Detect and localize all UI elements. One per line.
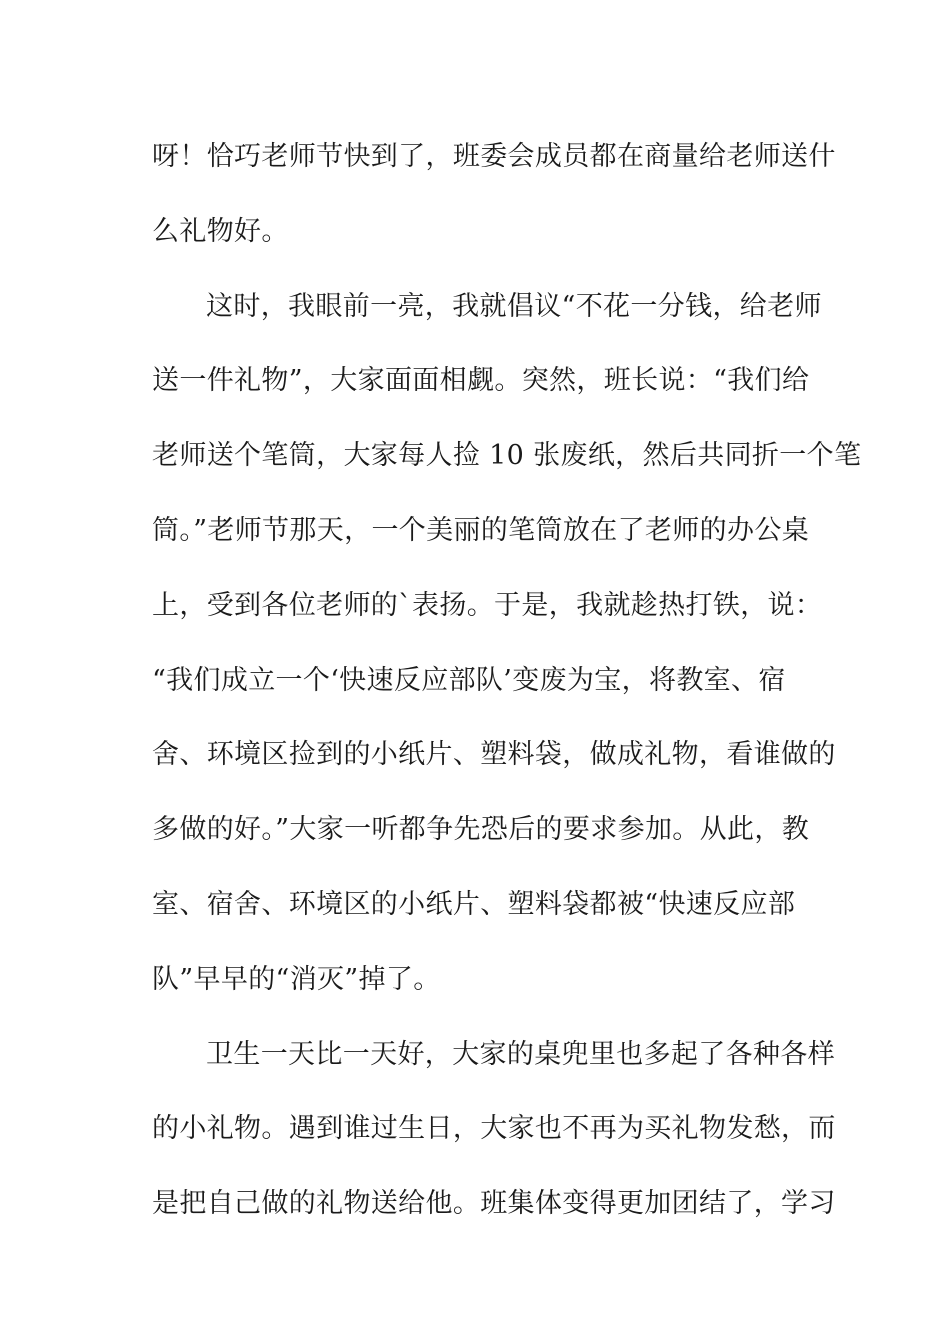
text-line: 送一件礼物”，大家面面相觑。突然，班长说：“我们给 xyxy=(152,365,810,397)
text-line: 是把自己做的礼物送给他。班集体变得更加团结了，学习 xyxy=(152,1188,836,1220)
text-line: “我们成立一个‘快速反应部队’变废为宝，将教室、宿 xyxy=(152,664,786,696)
text-line: 上，受到各位老师的`表扬。于是，我就趁热打铁，说： xyxy=(152,589,823,621)
text-line: 筒。”老师节那天，一个美丽的笔筒放在了老师的办公桌 xyxy=(152,514,810,546)
text-line: 卫生一天比一天好，大家的桌兜里也多起了各种各样 xyxy=(206,1038,836,1070)
text-line: 的小礼物。遇到谁过生日，大家也不再为买礼物发愁，而 xyxy=(152,1113,836,1145)
text-line: 多做的好。”大家一听都争先恐后的要求参加。从此，教 xyxy=(152,814,810,846)
text-line: 队”早早的“消灭”掉了。 xyxy=(152,963,441,995)
text-line: 室、宿舍、环境区的小纸片、塑料袋都被“快速反应部 xyxy=(152,888,796,920)
text-line: 么礼物好。 xyxy=(152,215,289,247)
text-line: 呀！恰巧老师节快到了，班委会成员都在商量给老师送什 xyxy=(152,141,836,172)
body-text xyxy=(152,130,862,1252)
text-line: 老师送个笔筒，大家每人捡 10 张废纸，然后共同折一个笔 xyxy=(152,440,862,472)
text-line: 舍、环境区捡到的小纸片、塑料袋，做成礼物，看谁做的 xyxy=(152,739,836,771)
text-line: 这时，我眼前一亮，我就倡议“不花一分钱，给老师 xyxy=(206,290,822,322)
